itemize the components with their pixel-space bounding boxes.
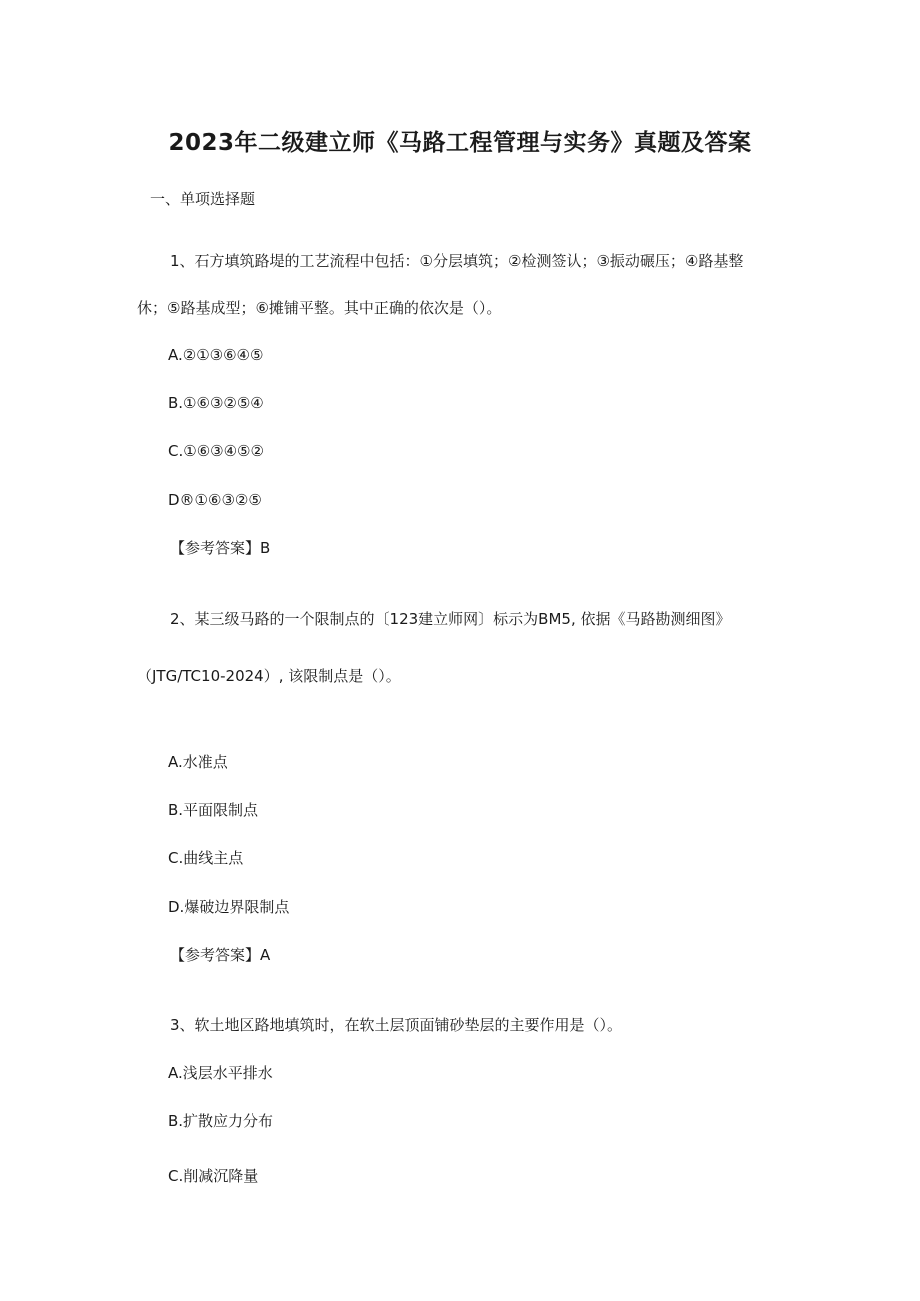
question-2-option-a: A.水准点 bbox=[168, 753, 228, 771]
question-3-option-b: B.扩散应力分布 bbox=[168, 1112, 274, 1130]
question-2-stem-line-1: 2、某三级马路的一个限制点的〔123建立师网〕标示为BM5, 依据《马路勘测细图》 bbox=[170, 610, 731, 628]
question-3-option-a: A.浅层水平排水 bbox=[168, 1064, 273, 1082]
question-2-stem-line-2: （JTG/TC10-2024）, 该限制点是（）。 bbox=[137, 667, 401, 685]
question-1-option-c: C.①⑥③④⑤② bbox=[168, 442, 264, 460]
question-1-answer: 【参考答案】B bbox=[170, 539, 271, 557]
question-2-option-c: C.曲线主点 bbox=[168, 849, 244, 867]
section-heading: 一、单项选择题 bbox=[150, 190, 256, 208]
question-1-option-b: B.①⑥③②⑤④ bbox=[168, 394, 264, 412]
question-1-option-a: A.②①③⑥④⑤ bbox=[168, 346, 264, 364]
document-title: 2023年二级建立师《马路工程管理与实务》真题及答案 bbox=[168, 130, 752, 156]
question-2-option-d: D.爆破边界限制点 bbox=[168, 898, 290, 916]
question-3-option-c: C.削减沉降量 bbox=[168, 1167, 259, 1185]
question-1-stem-line-1: 1、石方填筑路堤的工艺流程中包括：①分层填筑；②检测签认；③振动碾压；④路基整 bbox=[170, 252, 744, 270]
question-1-option-d: D®①⑥③②⑤ bbox=[168, 491, 262, 509]
question-1-stem-line-2: 休；⑤路基成型；⑥摊铺平整。其中正确的依次是（）。 bbox=[137, 299, 502, 317]
question-2-option-b: B.平面限制点 bbox=[168, 801, 259, 819]
question-2-answer: 【参考答案】A bbox=[170, 946, 271, 964]
question-3-stem-line-1: 3、软土地区路地填筑时，在软土层顶面铺砂垫层的主要作用是（）。 bbox=[170, 1016, 623, 1034]
